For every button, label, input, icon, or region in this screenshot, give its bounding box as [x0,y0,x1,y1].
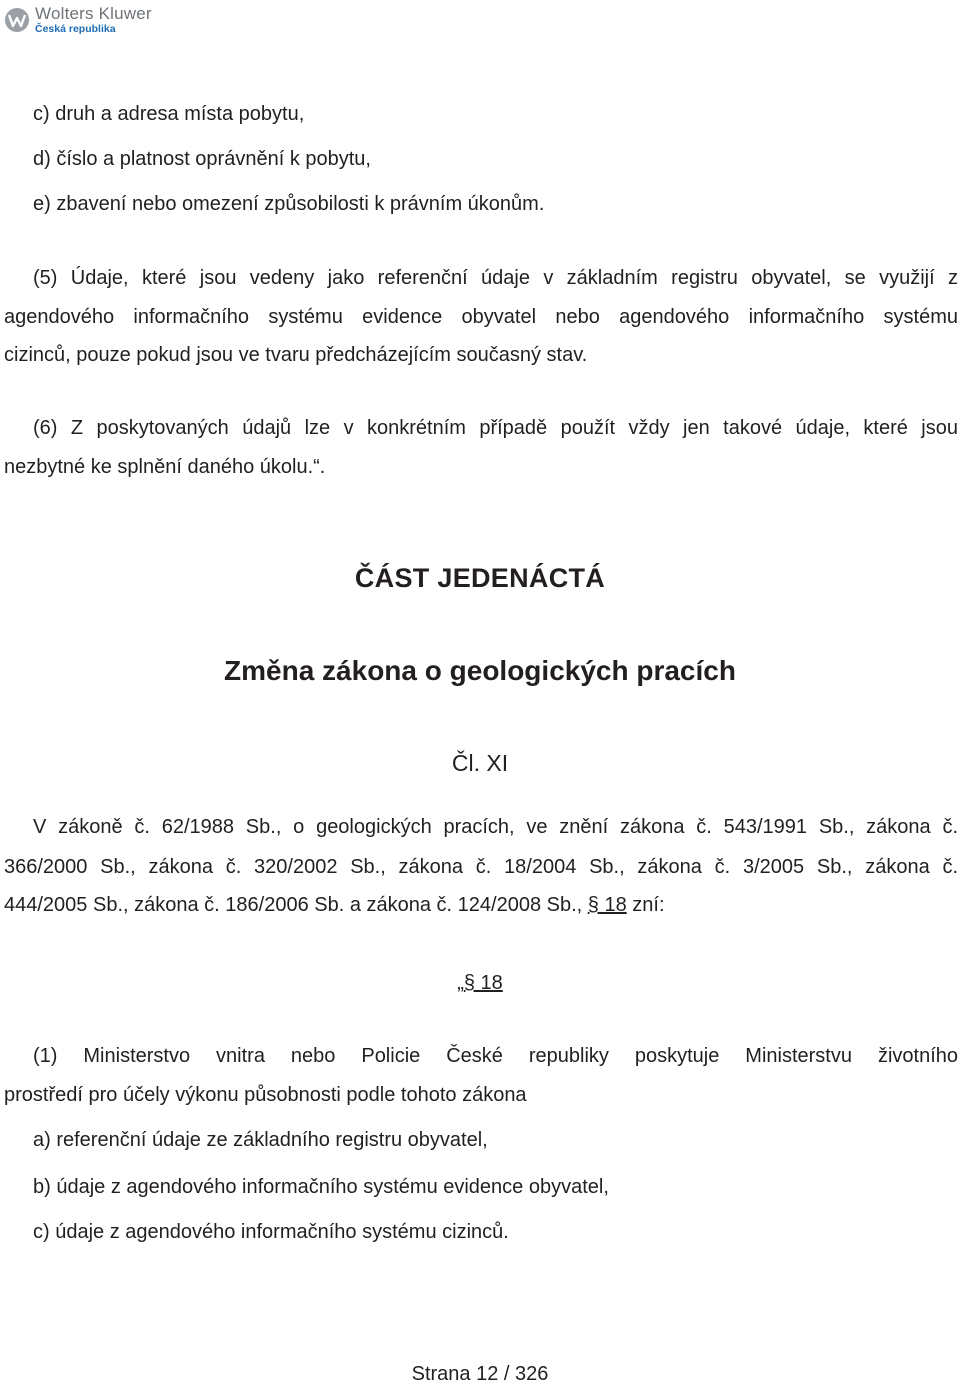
section-paragraph-line: prostředí pro účely výkonu působnosti podle tohoto zákona [4,1084,527,1106]
law-title: Změna zákona o geologických pracích [224,655,736,686]
amendment-line: V zákoně č. 62/1988 Sb., o geologických pracích, ve znění zákona č. 543/1991 Sb., zákona č. [33,816,958,838]
amendment-text: zní: [626,894,665,916]
amendment-line: 366/2000 Sb., zákona č. 320/2002 Sb., zákona č. 18/2004 Sb., zákona č. 3/2005 Sb., zákona č. [4,856,958,878]
list-item: b) údaje z agendového informačního systému evidence obyvatel, [33,1176,609,1198]
section-paragraph-line: (1) Ministerstvo vnitra nebo Policie České republiky poskytuje Ministerstvu životního [33,1045,958,1067]
brand-name: Wolters Kluwer [35,4,152,24]
paragraph-5-line: cizinců, pouze pokud jsou ve tvaru předcházejícím současný stav. [4,344,588,366]
part-title: ČÁST JEDENÁCTÁ [354,563,606,593]
list-item: c) údaje z agendového informačního systému cizinců. [33,1221,509,1243]
list-item: d) číslo a platnost oprávnění k pobytu, [33,148,371,170]
wolters-kluwer-logo-icon [4,7,30,33]
paragraph-5-line: agendového informačního systému evidence obyvatel nebo agendového informačního systému [4,306,958,328]
quote-mark: „ [457,972,464,994]
list-item: e) zbavení nebo omezení způsobilosti k právním úkonům. [33,193,545,215]
paragraph-6-line: (6) Z poskytovaných údajů lze v konkrétním případě použít vždy jen takové údaje, které jsou [33,417,958,439]
section-heading [0,972,960,995]
amendment-text: 444/2005 Sb., zákona č. 186/2006 Sb. a zákona č. 124/2008 Sb., [4,894,588,916]
list-item: c) druh a adresa místa pobytu, [33,103,305,125]
publisher-logo [4,4,152,36]
section-link[interactable]: § 18 [587,894,627,916]
paragraph-6-line: nezbytné ke splnění daného úkolu.“. [4,456,326,478]
amendment-line [4,893,665,917]
section-heading-link[interactable]: § 18 [463,972,503,994]
page-number: Strana 12 / 326 [411,1363,549,1385]
paragraph-5-line: (5) Údaje, které jsou vedeny jako referenční údaje v základním registru obyvatel, se využijí z [33,267,958,289]
brand-region: Česká republika [35,23,116,36]
article-number: Čl. XI [451,750,509,776]
list-item: a) referenční údaje ze základního registru obyvatel, [33,1129,488,1151]
